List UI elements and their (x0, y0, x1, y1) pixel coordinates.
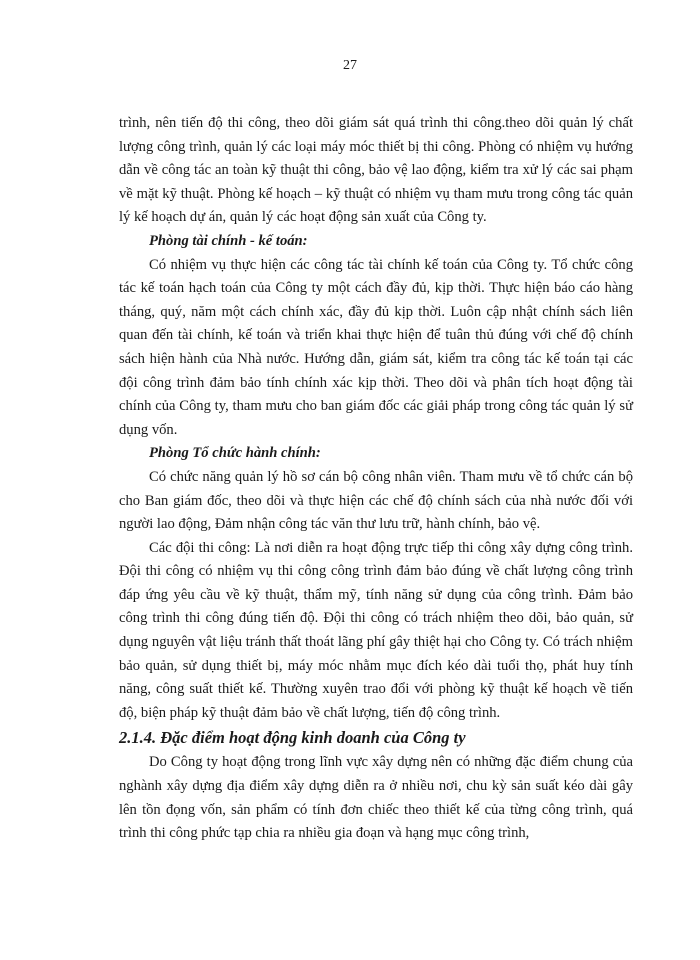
heading-admin-dept: Phòng Tổ chức hành chính: (149, 445, 321, 462)
page-number: 27 (343, 58, 357, 73)
paragraph-business-characteristics: Do Công ty hoạt động trong lĩnh vực xây dựng nên có những đặc điểm chung của nghành xây dựng địa điểm xây dựng diễn ra ở nhiều nơi, chu kỳ sản suất kéo dài gây lên tồn đọng vốn, sản phẩm có tính đơn chiếc theo thiết kế của từng công trình, quá trình thi công phức tạp chia ra nhiều gia đoạn và hạng mục công trình, (119, 754, 633, 842)
paragraph-construction-teams: Các đội thi công: Là nơi diễn ra hoạt động trực tiếp thi công xây dựng công trình. Đội thi công có nhiệm vụ thi công công trình đảm bảo đúng về chất lượng công trình đáp ứng yêu cầu về kỹ thuật, thẩm mỹ, tính năng sử dụng của công trình. Đảm bảo công trình thi công đúng tiến độ. Đội thi công có trách nhiệm theo dõi, bảo quản, sử dụng nguyên vật liệu tránh thất thoát lãng phí gây thiệt hại cho Công ty. Có trách nhiệm bảo quản, sử dụng thiết bị, máy móc nhằm mục đích kéo dài tuổi thọ, phát huy tính năng, công suất thiết kế. Thường xuyên trao đổi với phòng kỹ thuật kế hoạch về tiến độ, biện pháp kỹ thuật đảm bảo về chất lượng, tiến độ công trình. (119, 539, 633, 721)
paragraph-admin-dept: Có chức năng quản lý hồ sơ cán bộ công nhân viên. Tham mưu về tổ chức cán bộ cho Ban giám đốc, theo dõi và thực hiện các chế độ chính sách của nhà nước đối với người lao động, Đảm nhận công tác văn thư lưu trữ, hành chính, bảo vệ. (119, 468, 633, 533)
body-text (119, 112, 633, 846)
paragraph-planning-dept: trình, nên tiến độ thi công, theo dõi giám sát quá trình thi công.theo dõi quản lý chất lượng công trình, quản lý các loại máy móc thiết bị thi công. Phòng có nhiệm vụ hướng dẫn về công tác an toàn kỹ thuật thi công, bảo vệ lao động, kiểm tra xử lý các sai phạm về mặt kỹ thuật. Phòng kế hoạch – kỹ thuật có nhiệm vụ tham mưu trong công tác quản lý kế hoạch dự án, quản lý các hoạt động sản xuất của Công ty. (119, 115, 633, 226)
paragraph-finance-dept: Có nhiệm vụ thực hiện các công tác tài chính kế toán của Công ty. Tổ chức công tác kế toán hạch toán của Công ty một cách đầy đủ, kịp thời. Thực hiện báo cáo hàng tháng, quý, năm một cách chính xác, đầy đủ kịp thời. Luôn cập nhật chính sách liên quan đến tài chính, kế toán và triển khai thực hiện để tuân thủ đúng với chế độ chính sách hiện hành của Nhà nước. Hướng dẫn, giám sát, kiểm tra công tác kế toán tại các đội công trình đảm bảo tính chính xác kịp thời. Theo dõi và phân tích hoạt động tài chính của Công ty, tham mưu cho ban giám đốc các giải pháp trong công tác quản lý sử dụng vốn. (119, 256, 633, 438)
section-heading-2-1-4: 2.1.4. Đặc điểm hoạt động kinh doanh của Công ty (119, 728, 466, 748)
heading-finance-dept: Phòng tài chính - kế toán: (149, 232, 308, 249)
